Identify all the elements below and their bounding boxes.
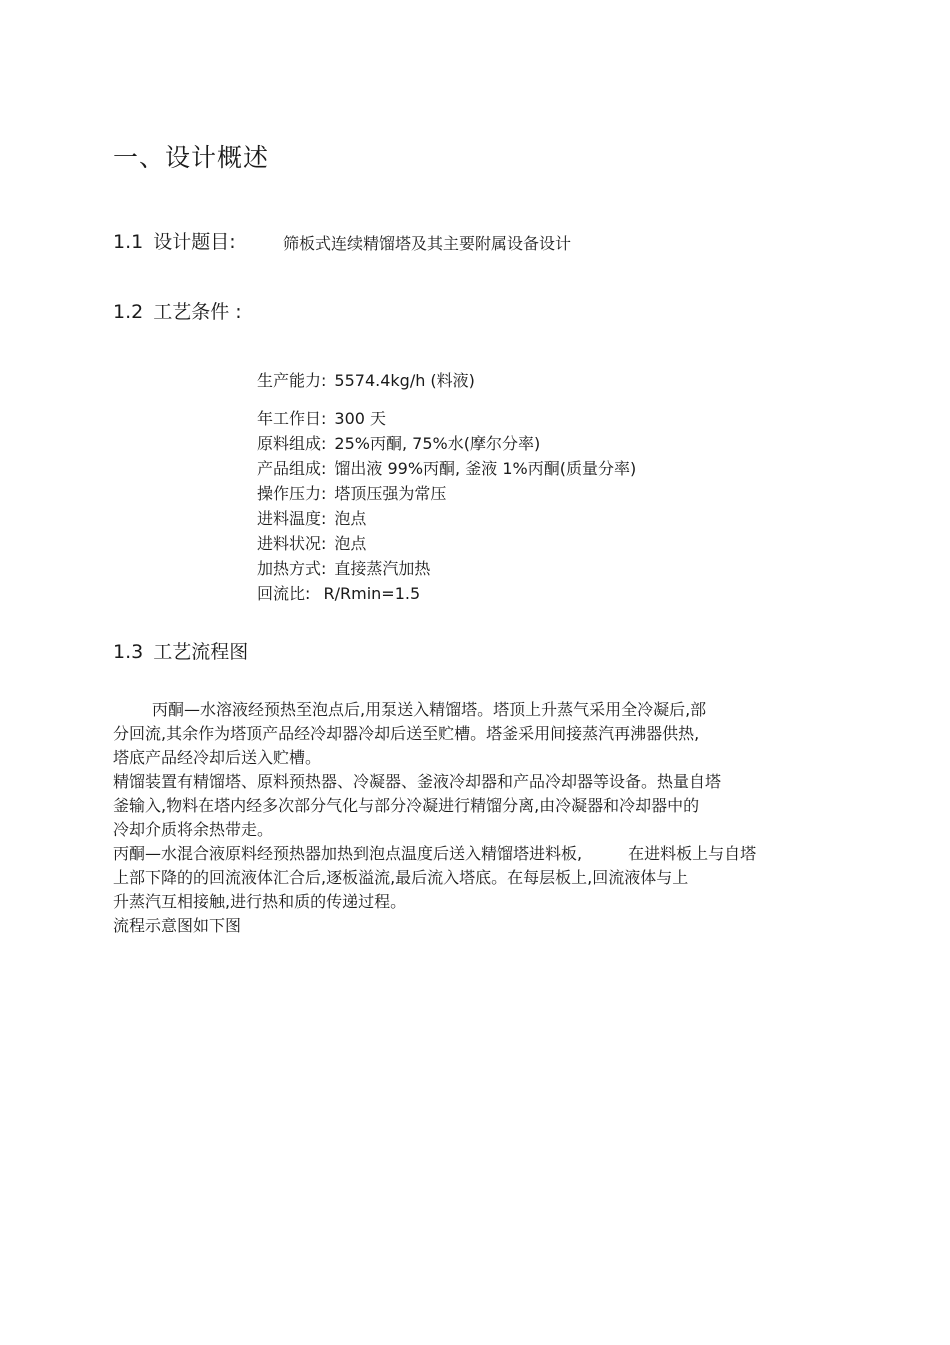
section-label: 设计题目: <box>153 231 236 253</box>
condition-value: 25%丙酮, 75%水(摩尔分率) <box>334 434 541 453</box>
paragraph-line: 塔底产品经冷却后送入贮槽。 <box>113 748 322 767</box>
section-number: 1.1 <box>113 231 144 253</box>
condition-label: 原料组成: <box>257 434 327 453</box>
paragraph-line: 流程示意图如下图 <box>113 916 242 935</box>
condition-value: 直接蒸汽加热 <box>334 559 431 578</box>
paragraph-line: 丙酮—水溶液经预热至泡点后,用泵送入精馏塔。塔顶上升蒸气采用全冷凝后,部 <box>152 700 707 719</box>
paragraph-line: 升蒸汽互相接触,进行热和质的传递过程。 <box>113 892 407 911</box>
design-topic: 筛板式连续精馏塔及其主要附属设备设计 <box>283 234 572 253</box>
paragraph-segment: 在进料板上与自塔 <box>628 844 757 863</box>
paragraph-line: 上部下降的的回流液体汇合后,逐板溢流,最后流入塔底。在每层板上,回流液体与上 <box>113 868 689 887</box>
section-label: 工艺条件 : <box>153 301 242 323</box>
condition-value: 5574.4kg/h (料液) <box>334 371 475 390</box>
section-1-3-heading <box>113 639 248 665</box>
condition-item <box>257 531 636 556</box>
section-1-1-heading <box>113 229 572 255</box>
paragraph-line: 釜输入,物料在塔内经多次部分气化与部分冷凝进行精馏分离,由冷凝器和冷却器中的 <box>113 796 700 815</box>
condition-item <box>257 368 475 393</box>
condition-label: 生产能力: <box>257 371 327 390</box>
page-title: 一、设计概述 <box>113 143 270 172</box>
condition-item <box>257 456 636 481</box>
paragraph-line: 精馏装置有精馏塔、原料预热器、冷凝器、釜液冷却器和产品冷却器等设备。热量自塔 <box>113 772 722 791</box>
condition-item <box>257 431 636 456</box>
condition-item <box>257 581 636 606</box>
section-number: 1.2 <box>113 301 144 323</box>
section-1-2-heading <box>113 299 242 325</box>
condition-label: 产品组成: <box>257 459 327 478</box>
process-conditions-list <box>257 406 636 606</box>
condition-label: 回流比: <box>257 584 311 603</box>
condition-label: 进料状况: <box>257 534 327 553</box>
condition-item <box>257 506 636 531</box>
condition-value: 泡点 <box>334 509 367 528</box>
condition-value: 塔顶压强为常压 <box>334 484 447 503</box>
condition-value: 泡点 <box>334 534 367 553</box>
condition-value: 300 天 <box>334 409 387 428</box>
paragraph-line: 冷却介质将余热带走。 <box>113 820 274 839</box>
section-number: 1.3 <box>113 641 144 663</box>
section-label: 工艺流程图 <box>153 641 249 663</box>
condition-value: 馏出液 99%丙酮, 釜液 1%丙酮(质量分率) <box>334 459 637 478</box>
condition-label: 进料温度: <box>257 509 327 528</box>
paragraph-segment: 丙酮—水混合液原料经预热器加热到泡点温度后送入精馏塔进料板, <box>113 844 583 863</box>
condition-item <box>257 406 636 431</box>
condition-label: 操作压力: <box>257 484 327 503</box>
condition-value: R/Rmin=1.5 <box>318 584 421 603</box>
process-conditions-list <box>257 368 475 393</box>
paragraph-line <box>113 842 843 866</box>
condition-label: 加热方式: <box>257 559 327 578</box>
condition-item <box>257 556 636 581</box>
process-description <box>113 698 843 938</box>
condition-item <box>257 481 636 506</box>
paragraph-line: 分回流,其余作为塔顶产品经冷却器冷却后送至贮槽。塔釜采用间接蒸汽再沸器供热, <box>113 724 700 743</box>
condition-label: 年工作日: <box>257 409 327 428</box>
